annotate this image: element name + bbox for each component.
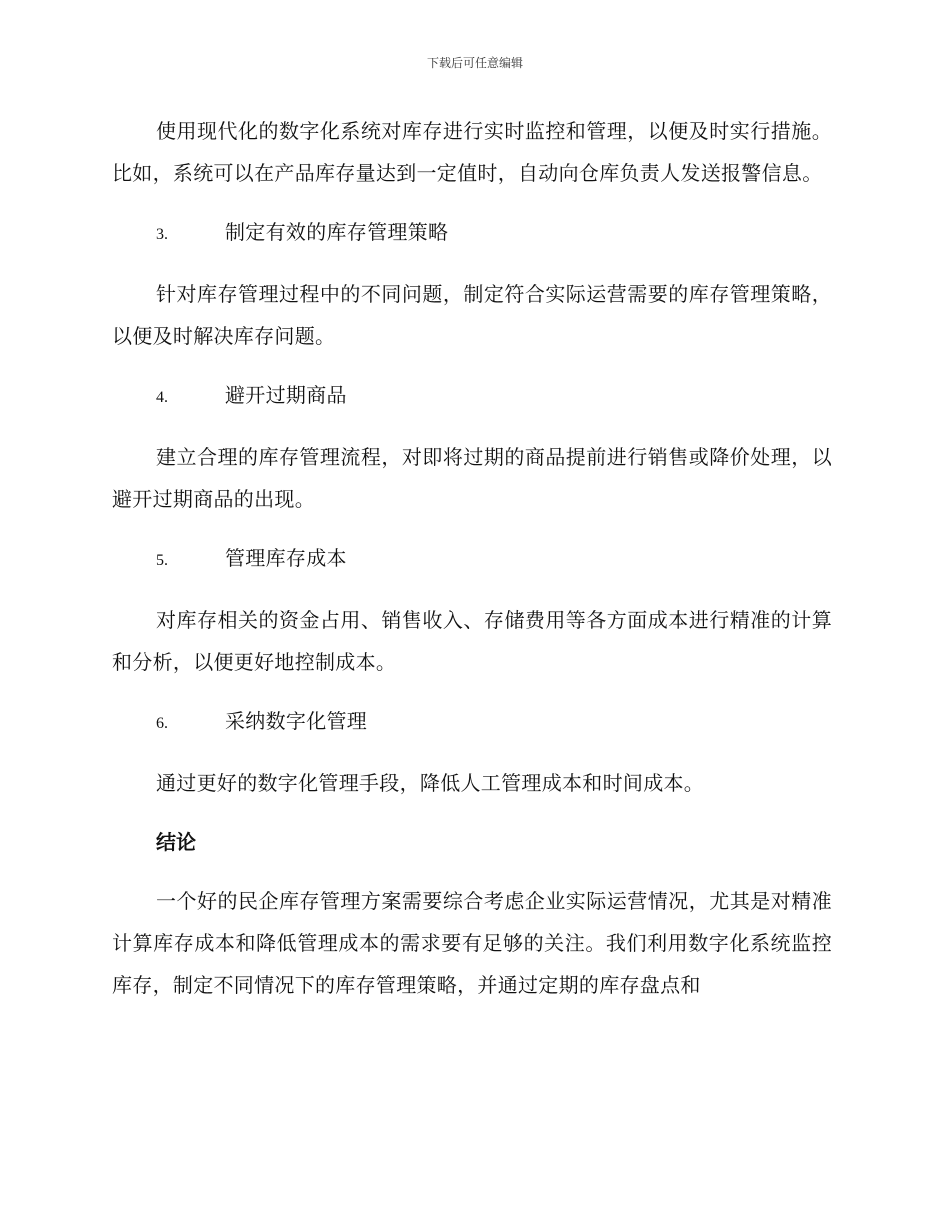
paragraph-digital-monitoring: 使用现代化的数字化系统对库存进行实时监控和管理，以便及时实行措施。比如，系统可以在产品库存量达到一定值时，自动向仓库负责人发送报警信息。: [112, 119, 832, 185]
list-item-number: 4.: [156, 389, 168, 406]
list-item-4: [112, 374, 832, 419]
paragraph-strategy: 针对库存管理过程中的不同问题，制定符合实际运营需要的库存管理策略，以便及时解决库存问题。: [112, 282, 832, 348]
list-item-6: [112, 700, 832, 745]
list-item-title: 避开过期商品: [225, 383, 347, 407]
list-item-title: 采纳数字化管理: [225, 709, 368, 733]
document-body: [112, 110, 832, 1023]
list-item-title: 制定有效的库存管理策略: [225, 220, 449, 244]
list-item-number: 6.: [156, 715, 168, 732]
list-item-3: [112, 211, 832, 256]
list-item-number: 3.: [156, 226, 168, 243]
paragraph-cost: 对库存相关的资金占用、销售收入、存储费用等各方面成本进行精准的计算和分析，以便更好地控制成本。: [112, 608, 832, 674]
paragraph-expired-goods: 建立合理的库存管理流程，对即将过期的商品提前进行销售或降价处理，以避开过期商品的出现。: [112, 445, 832, 511]
section-heading-conclusion: 结论: [156, 830, 196, 854]
list-item-title: 管理库存成本: [225, 546, 347, 570]
list-item-5: [112, 537, 832, 582]
paragraph-conclusion: 一个好的民企库存管理方案需要综合考虑企业实际运营情况，尤其是对精准计算库存成本和降低管理成本的需求要有足够的关注。我们利用数字化系统监控库存，制定不同情况下的库存管理策略，并通过定期的库存盘点和: [112, 889, 832, 997]
paragraph-digital-management: 通过更好的数字化管理手段，降低人工管理成本和时间成本。: [156, 771, 705, 795]
list-item-number: 5.: [156, 552, 168, 569]
page-header: 下载后可任意编辑: [426, 56, 523, 70]
